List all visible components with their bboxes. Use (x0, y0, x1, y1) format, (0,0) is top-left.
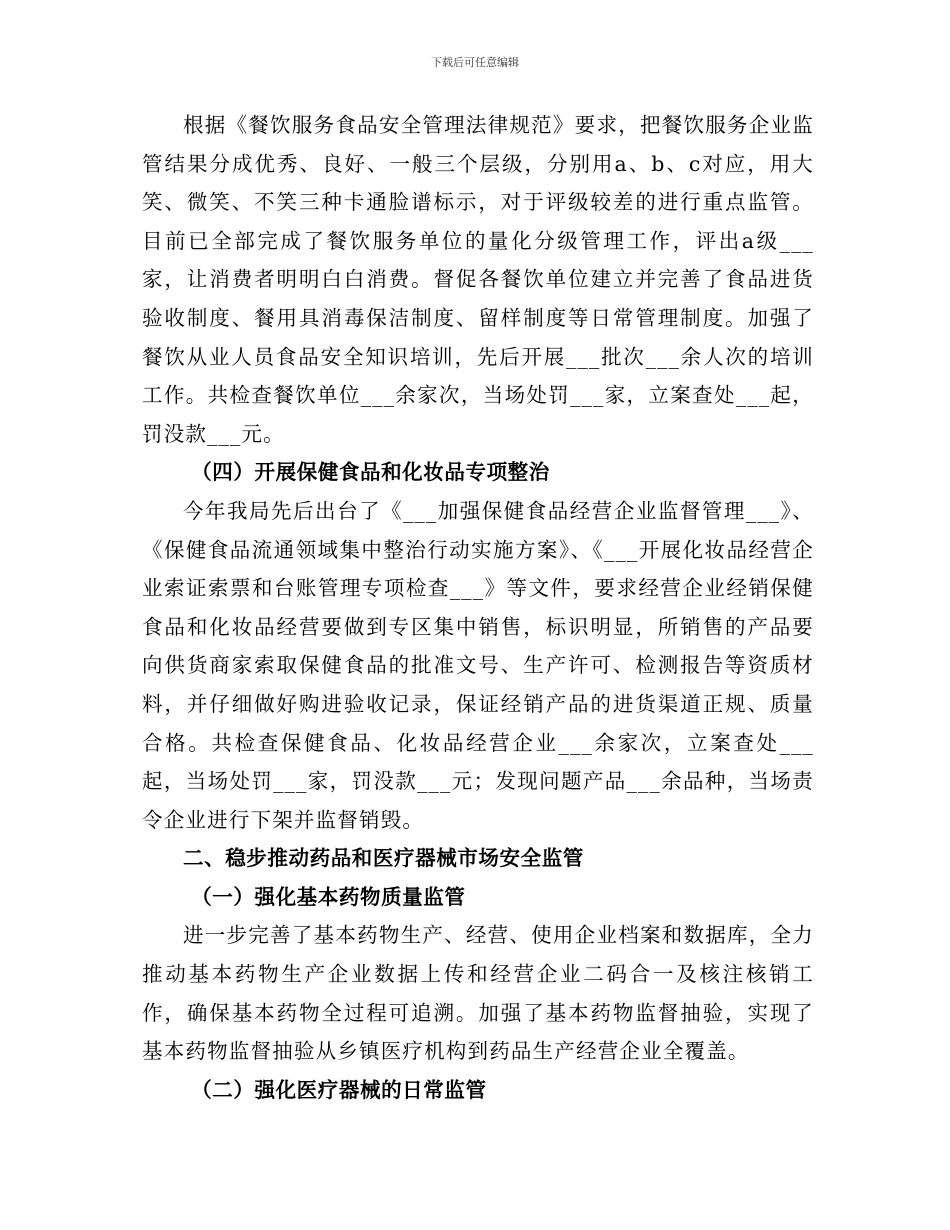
paragraph-catering-supervision: 根据《餐饮服务食品安全管理法律规范》要求，把餐饮服务企业监管结果分成优秀、良好、一般三个层级，分别用a、b、c对应，用大笑、微笑、不笑三种卡通脸谱标示，对于评级较差的进行重点监管。目前已全部完成了餐饮服务单位的量化分级管理工作，评出a级___家，让消费者明明白白消费。督促各餐饮单位建立并完善了食品进货验收制度、餐用具消毒保洁制度、留样制度等日常管理制度。加强了餐饮从业人员食品安全知识培训，先后开展___批次___余人次的培训工作。共检查餐饮单位___余家次，当场处罚___家，立案查处___起，罚没款___元。 (142, 113, 814, 446)
paragraph-essential-drugs: 进一步完善了基本药物生产、经营、使用企业档案和数据库，全力推动基本药物生产企业数据上传和经营企业二码合一及核注核销工作，确保基本药物全过程可追溯。加强了基本药物监督抽验，实现了基本药物监督抽验从乡镇医疗机构到药品生产经营企业全覆盖。 (142, 923, 814, 1064)
header-note: 下载后可任意编辑 (431, 56, 519, 69)
section-heading-health-food-cosmetics: （四）开展保健食品和化妆品专项整治 (191, 460, 550, 485)
paragraph-health-food-cosmetics: 今年我局先后出台了《___加强保健食品经营企业监督管理___》、《保健食品流通领域集中整治行动实施方案》、《___开展化妆品经营企业索证索票和台账管理专项检查___》等文件，要求经营企业经销保健食品和化妆品经营要做到专区集中销售，标识明显，所销售的产品要向供货商家索取保健食品的批准文号、生产许可、检测报告等资质材料，并仔细做好购进验收记录，保证经销产品的进货渠道正规、质量合格。共检查保健食品、化妆品经营企业___余家次，立案查处___起，当场处罚___家，罚没款___元；发现问题产品___余品种，当场责令企业进行下架并监督销毁。 (142, 498, 814, 832)
chapter-heading-drugs-devices: 二、稳步推动药品和医疗器械市场安全监管 (183, 846, 584, 871)
section-heading-medical-devices: （二）强化医疗器械的日常监管 (191, 1077, 487, 1102)
document-body (142, 106, 814, 1109)
section-heading-essential-drugs: （一）强化基本药物质量监管 (191, 884, 466, 909)
